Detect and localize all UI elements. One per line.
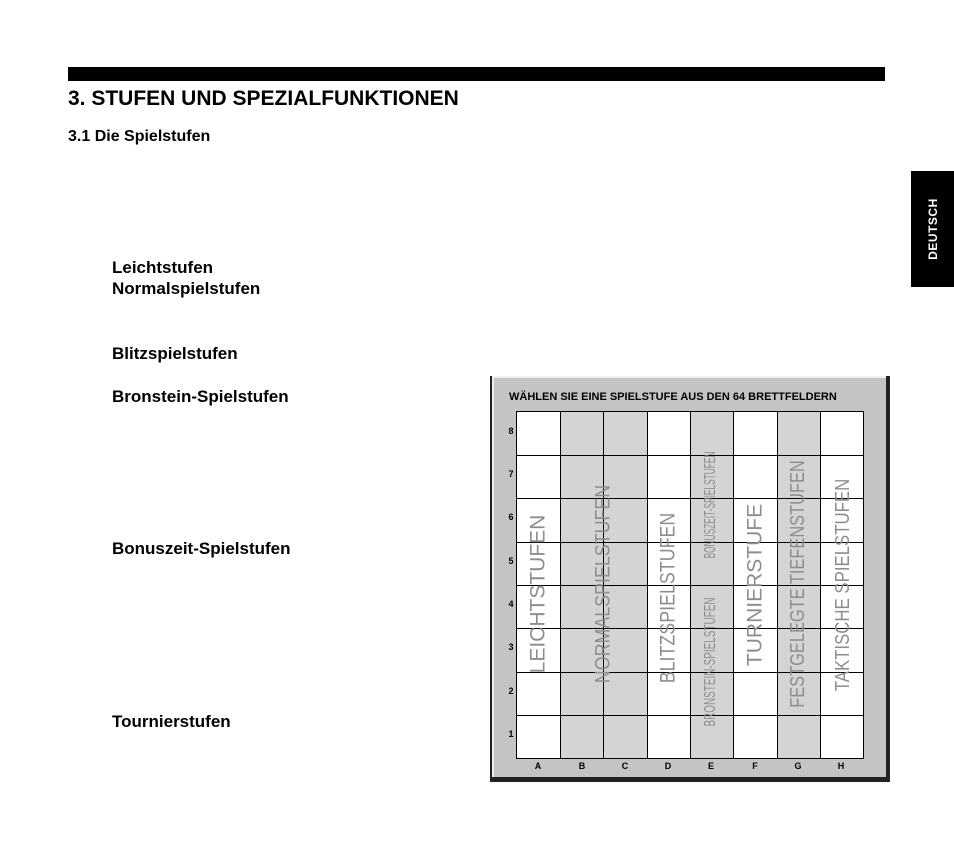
- rank-label: 3: [508, 642, 514, 652]
- column-label-bronstein: BRONSTEIN-SPIELSTUFEN: [702, 597, 719, 727]
- level-heading-bonus: Bonuszeit-Spielstufen: [112, 539, 291, 558]
- level-heading-normal: Normalspielstufen: [112, 279, 261, 298]
- column-label-leicht: LEICHTSTUFEN: [526, 514, 550, 674]
- rank-label: 7: [508, 469, 514, 479]
- chess-board: [516, 411, 864, 759]
- grid-line: [517, 455, 863, 456]
- file-label: E: [707, 761, 714, 771]
- column-label-festgelegt: FESTGELEGTE TIEFENSTUFEN: [787, 460, 809, 708]
- file-label: H: [837, 761, 845, 771]
- level-heading-turnier: Tournierstufen: [112, 712, 231, 731]
- column-label-blitz: BLITZSPIELSTUFEN: [656, 512, 680, 684]
- column-label-turnier: TURNIERSTUFE: [743, 503, 767, 667]
- grid-line: [517, 715, 863, 716]
- file-label: B: [578, 761, 586, 771]
- column-label-normal: NORMALSPIELSTUFEN: [591, 484, 615, 684]
- rank-label: 1: [508, 729, 514, 739]
- rank-label: 4: [508, 599, 514, 609]
- language-tab: [911, 171, 954, 287]
- column-label-taktisch: TAKTISCHE SPIELSTUFEN: [832, 478, 854, 692]
- rank-label: 8: [508, 426, 514, 436]
- language-tab-label: DEUTSCH: [925, 198, 940, 260]
- file-label: C: [621, 761, 629, 771]
- figure-title: WÄHLEN SIE EINE SPIELSTUFE AUS DEN 64 BRETTFELDERN: [509, 391, 837, 403]
- level-heading-blitz: Blitzspielstufen: [112, 344, 238, 363]
- page-title: 3. STUFEN UND SPEZIALFUNKTIONEN: [68, 87, 459, 110]
- grid-line: [517, 542, 863, 543]
- file-label: G: [794, 761, 802, 771]
- file-label: F: [752, 761, 758, 771]
- rank-label: 5: [508, 556, 514, 566]
- rank-label: 2: [508, 686, 514, 696]
- level-heading-leicht: Leichtstufen: [112, 258, 214, 277]
- grid-line: [517, 628, 863, 629]
- grid-line: [517, 672, 863, 673]
- grid-line: [517, 585, 863, 586]
- file-label: D: [664, 761, 672, 771]
- header-rule: [68, 67, 885, 81]
- level-heading-bronstein: Bronstein-Spielstufen: [112, 387, 289, 406]
- file-label: A: [534, 761, 542, 771]
- rank-label: 6: [508, 512, 514, 522]
- section-title: 3.1 Die Spielstufen: [68, 128, 211, 145]
- grid-line: [517, 498, 863, 499]
- column-label-bonus: BONUSZEIT-SPIELSTUFEN: [702, 451, 719, 559]
